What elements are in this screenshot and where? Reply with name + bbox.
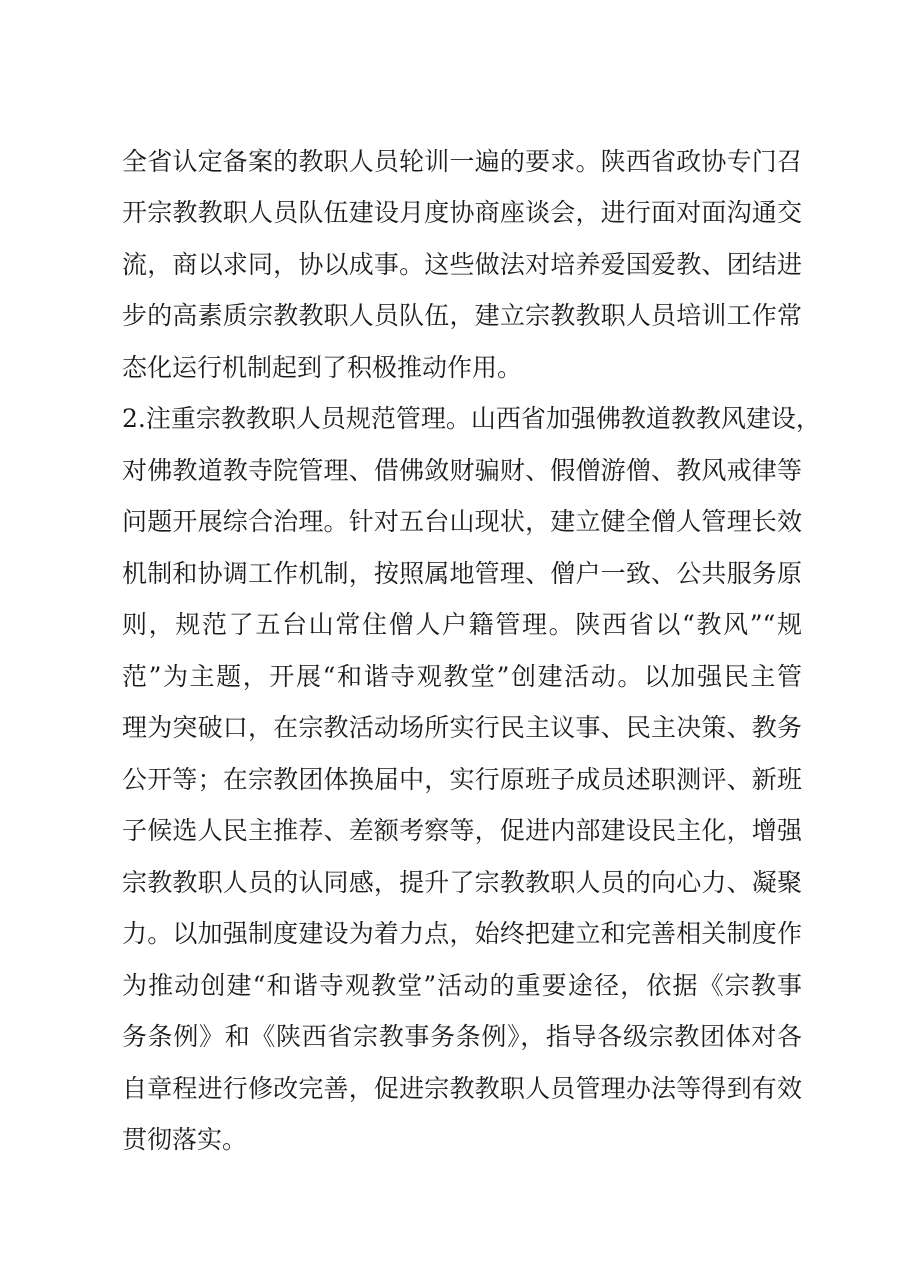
text-line: 全省认定备案的教职人员轮训一遍的要求。陕西省政协专门召	[122, 147, 802, 176]
text-line: 2.注重宗教教职人员规范管理。山西省加强佛教道教教风建设，	[122, 404, 821, 433]
text-line: 公开等；在宗教团体换届中，实行原班子成员述职测评、新班	[122, 765, 802, 794]
text-line: 机制和协调工作机制，按照属地管理、僧户一致、公共服务原	[122, 559, 802, 588]
text-line: 步的高素质宗教教职人员队伍，建立宗教教职人员培训工作常	[122, 301, 802, 330]
text-line: 问题开展综合治理。针对五台山现状，建立健全僧人管理长效	[122, 507, 802, 536]
text-line: 理为突破口，在宗教活动场所实行民主议事、民主决策、教务	[122, 713, 802, 742]
text-line: 则，规范了五台山常住僧人户籍管理。陕西省以“教风”“规	[122, 610, 802, 639]
text-line: 务条例》和《陕西省宗教事务条例》，指导各级宗教团体对各	[122, 1022, 802, 1051]
text-line: 开宗教教职人员队伍建设月度协商座谈会，进行面对面沟通交	[122, 198, 802, 227]
text-line: 态化运行机制起到了积极推动作用。	[122, 353, 523, 382]
text-line: 贯彻落实。	[122, 1125, 248, 1154]
text-line: 力。以加强制度建设为着力点，始终把建立和完善相关制度作	[122, 919, 802, 948]
text-line: 宗教教职人员的认同感，提升了宗教教职人员的向心力、凝聚	[122, 868, 802, 897]
text-line: 自章程进行修改完善，促进宗教教职人员管理办法等得到有效	[122, 1074, 802, 1103]
text-line: 对佛教道教寺院管理、借佛敛财骗财、假僧游僧、教风戒律等	[122, 456, 802, 485]
text-line: 为推动创建“和谐寺观教堂”活动的重要途径，依据《宗教事	[122, 971, 802, 1000]
text-line: 流，商以求同，协以成事。这些做法对培养爱国爱教、团结进	[122, 250, 802, 279]
text-line: 子候选人民主推荐、差额考察等，促进内部建设民主化，增强	[122, 816, 802, 845]
text-line: 范”为主题，开展“和谐寺观教堂”创建活动。以加强民主管	[122, 662, 802, 691]
